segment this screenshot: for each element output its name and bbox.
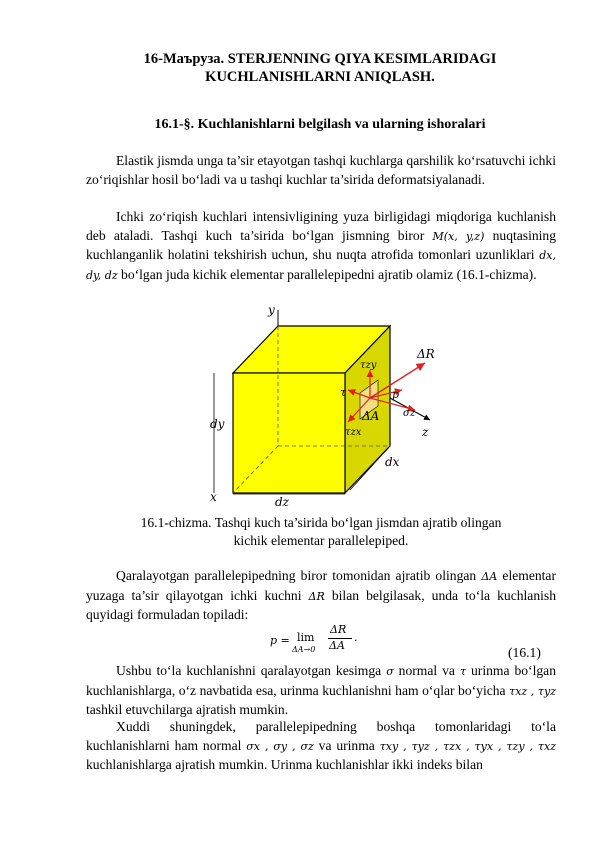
label-tau: τ	[340, 386, 347, 399]
paragraph-2-text-a: Ichki zo‘riqish kuchlari intensivligining yuza birligidagi miqdoriga kuchlanish deb ataladi. Tashqi kuch ta’sirida bo‘lgan jismning biror	[86, 209, 556, 243]
paragraph-3-text-a: Qaralayotgan parallelepipedning biror tomonidan ajratib olingan	[116, 568, 477, 583]
figure-caption-line1: 16.1-chizma. Tashqi kuch ta’sirida bo‘lgan jismdan ajratib olingan	[140, 515, 502, 530]
dimensions-symbol: dx, dy, dz	[86, 249, 556, 282]
parallelepiped-figure	[190, 298, 460, 508]
label-tau-zx: τzx	[345, 427, 362, 438]
formula-dot: .	[354, 631, 358, 644]
point-M-symbol: M(x, y,z)	[432, 229, 485, 243]
label-dx: dx	[385, 455, 400, 469]
paragraph-4-text-a: Ushbu to‘la kuchlanishni qaralayotgan kesimga	[116, 663, 382, 678]
label-dz: dz	[275, 495, 290, 508]
tau-xz-yz-symbols: τxz , τyz	[509, 684, 556, 698]
paragraph-5-text-c: kuchlanishlarga ajratish mumkin. Urinma kuchlanishlar ikki indeks bilan	[86, 757, 483, 773]
lecture-title-line1: 16-Маъруза. STERJENNING QIYA KESIMLARIDAGI	[143, 51, 497, 67]
formula-number: (16.1)	[508, 645, 541, 660]
paragraph-5-text-a: Xuddi shuningdek, parallelepipedning boshqa tomonlaridagi to‘la kuchlanishlarni ham normal	[86, 719, 556, 753]
lecture-title-line2: KUCHLANISHLARNI ANIQLASH.	[205, 69, 435, 85]
paragraph-2	[86, 208, 556, 285]
figure-caption-line2: kichik elementar parallelepiped.	[233, 533, 409, 548]
section-heading: 16.1-§. Kuchlanishlarni belgilash va ularning ishoralari	[154, 117, 486, 132]
delta-A-symbol: ΔA	[481, 570, 498, 583]
formula-denominator: ΔA	[329, 639, 345, 652]
sigma-symbol: σ	[386, 665, 394, 678]
paragraph-2-text-b: nuqtasining kuchlanganlik holatini tekshirish uchun, shu nuqta atrofida tomonlari uzunliklari	[86, 227, 557, 263]
formula-lhs: p =	[270, 634, 290, 647]
shear-stress-symbols: τxy , τyz , τzx , τyx , τzy , τxz	[379, 739, 557, 753]
paragraph-5	[86, 718, 556, 775]
paragraph-3-text-b: elementar yuzaga ta’sir qilayotgan ichki kuchni	[86, 568, 556, 603]
label-x: x	[210, 490, 217, 504]
figure-caption	[86, 514, 556, 550]
paragraph-5-text-b: va urinma	[318, 737, 375, 753]
label-dR: ΔR	[417, 347, 435, 361]
paragraph-4-text-d: tashkil etuvchilarga ajratish mumkin.	[86, 702, 289, 718]
front-face	[233, 373, 345, 493]
paragraph-3-text-c: bilan belgilasak, unda to‘la kuchlanish quyidagi formuladan topiladi:	[86, 587, 557, 623]
normal-stress-symbols: σx , σy , σz	[246, 739, 314, 753]
label-dA: ΔA	[362, 409, 380, 423]
paragraph-1: Elastik jismda unga ta’sir etayotgan tashqi kuchlarga qarshilik ko‘rsatuvchi ichki zo‘riqishlar hosil bo‘ladi va u tashqi kuchlar ta’sirida deformatsiyalanadi.	[86, 153, 556, 187]
label-dy: dy	[210, 417, 225, 431]
label-z: z	[422, 425, 429, 439]
formula-numerator: ΔR	[330, 623, 347, 636]
lecture-title	[60, 50, 580, 86]
label-y: y	[268, 303, 275, 317]
formula-16-1	[270, 623, 380, 656]
paragraph-4	[86, 662, 556, 720]
delta-R-symbol: ΔR	[308, 589, 325, 603]
label-sigma-z: σz	[403, 408, 416, 419]
formula-lim: lim	[297, 631, 315, 644]
formula-lim-subscript: ΔA→0	[292, 645, 316, 654]
paragraph-2-text-c: bo‘lgan juda kichik elementar parallelepipedni ajratib olamiz (16.1-chizma).	[121, 266, 537, 282]
label-tau-zy: τzy	[360, 360, 377, 371]
paragraph-3	[86, 567, 556, 625]
tau-symbol: τ	[459, 665, 467, 678]
label-p: p	[392, 388, 400, 401]
paragraph-4-text-c: urinma bo‘lgan kuchlanishlarga, o‘z navbatida esa, urinma kuchlanishni ham o‘qlar bo‘yicha	[86, 663, 556, 698]
paragraph-4-text-b: normal va	[398, 663, 455, 678]
